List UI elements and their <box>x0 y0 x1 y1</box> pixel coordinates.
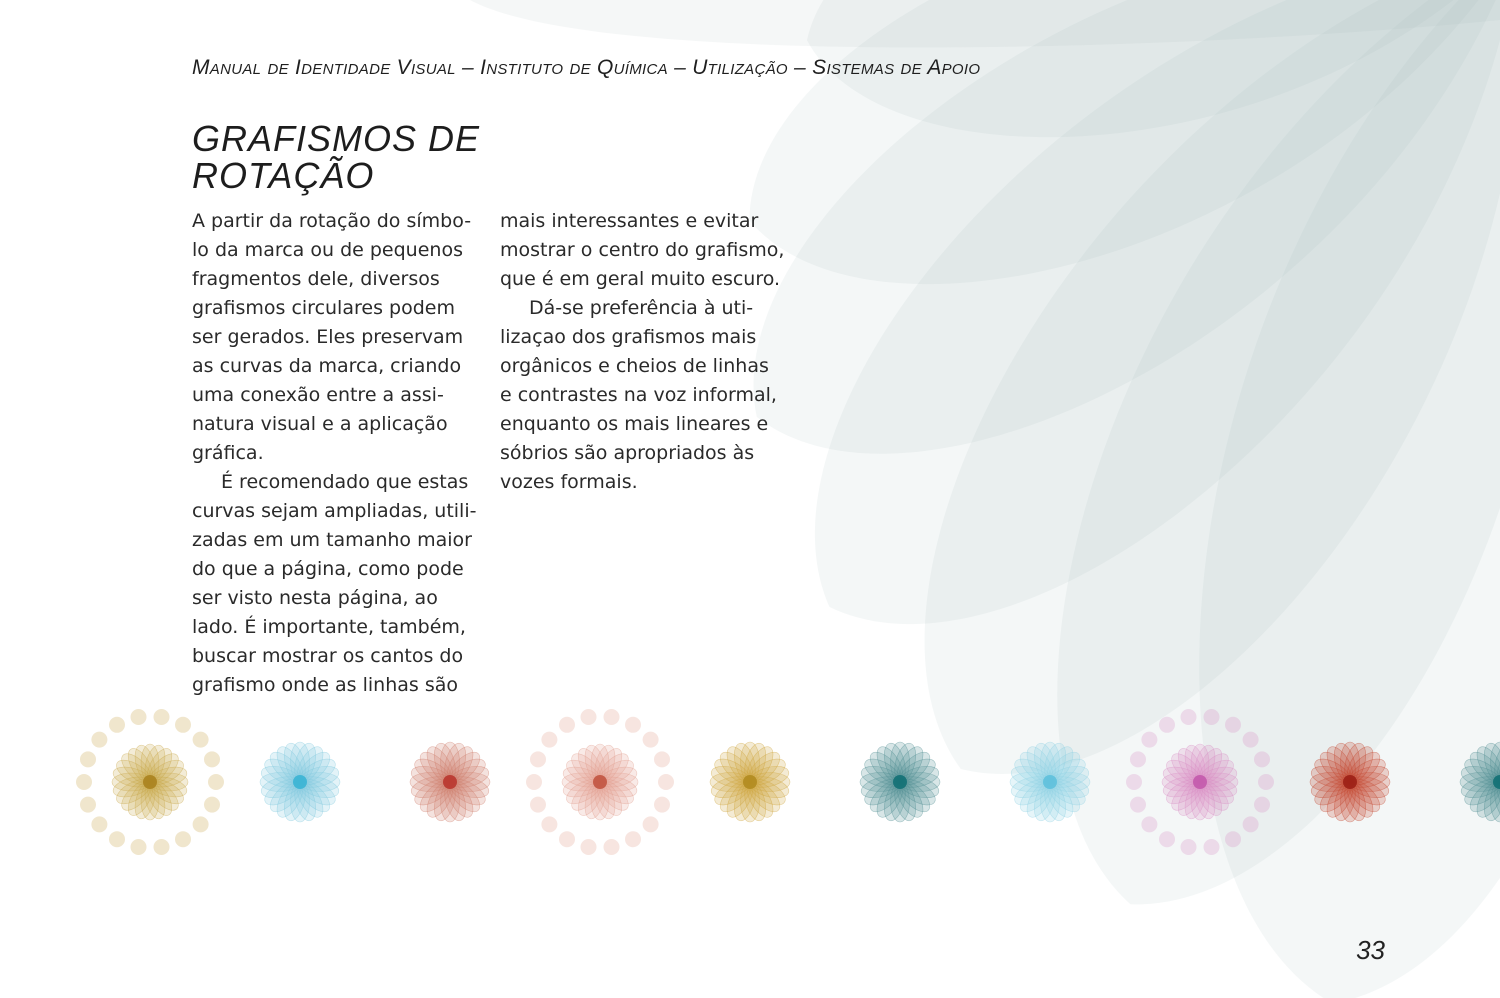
rosette-graphic <box>859 741 941 823</box>
halo-dot <box>1258 774 1274 790</box>
section-title-line: GRAFISMOS DE <box>192 118 481 159</box>
halo-dot <box>131 839 147 855</box>
halo-dot <box>643 732 659 748</box>
body-text-line: natura visual e a aplicação <box>192 413 448 435</box>
section-title-line: ROTAÇÃO <box>192 155 375 196</box>
halo-dot <box>80 797 96 813</box>
halo-dot <box>654 797 670 813</box>
section-title <box>192 120 492 194</box>
rosette-center <box>1193 775 1207 789</box>
halo-dot <box>541 732 557 748</box>
body-text-line: lo da marca ou de pequenos <box>192 239 463 261</box>
page-number: 33 <box>1356 935 1385 965</box>
halo-dot <box>1204 839 1220 855</box>
body-text-right-column <box>500 207 784 497</box>
halo-dot <box>204 751 220 767</box>
halo-dot <box>80 751 96 767</box>
halo-dot <box>204 797 220 813</box>
rosette-graphic <box>409 741 491 823</box>
rosette-graphic <box>1309 741 1391 823</box>
body-text-line: mostrar o centro do grafismo, <box>500 239 785 261</box>
halo-dot <box>1243 816 1259 832</box>
rosette-strip <box>0 690 1500 870</box>
halo-dot <box>175 717 191 733</box>
halo-dot <box>625 717 641 733</box>
rosette-center <box>443 775 457 789</box>
rosette-center <box>293 775 307 789</box>
body-text-line: lizaçao dos grafismos mais <box>500 326 757 348</box>
body-text-line: grafismo onde as linhas são <box>192 674 458 696</box>
rosette-graphic <box>1126 709 1274 855</box>
halo-dot <box>91 816 107 832</box>
body-text-line: A partir da rotação do símbo- <box>192 210 472 232</box>
halo-dot <box>1141 732 1157 748</box>
halo-dot <box>658 774 674 790</box>
halo-dot <box>581 709 597 725</box>
body-text-line: buscar mostrar os cantos do <box>192 645 464 667</box>
body-text-line: gráfica. <box>192 442 264 464</box>
halo-dot <box>1254 797 1270 813</box>
body-text-line: ser visto nesta página, ao <box>192 587 438 609</box>
halo-dot <box>654 751 670 767</box>
body-text-line: e contrastes na voz informal, <box>500 384 777 406</box>
halo-dot <box>1159 831 1175 847</box>
body-text-line: ser gerados. Eles preservam <box>192 326 464 348</box>
halo-dot <box>76 774 92 790</box>
rosette-center <box>143 775 157 789</box>
halo-dot <box>581 839 597 855</box>
halo-dot <box>131 709 147 725</box>
halo-dot <box>154 839 170 855</box>
body-text-line: uma conexão entre a assi- <box>192 384 444 406</box>
body-text-line: fragmentos dele, diversos <box>192 268 440 290</box>
halo-dot <box>1243 732 1259 748</box>
halo-dot <box>1141 816 1157 832</box>
halo-dot <box>1159 717 1175 733</box>
body-text-line: do que a página, como pode <box>192 558 464 580</box>
halo-dot <box>541 816 557 832</box>
rosette-graphic <box>1009 741 1091 823</box>
halo-dot <box>193 732 209 748</box>
body-text-line: enquanto os mais lineares e <box>500 413 769 435</box>
halo-dot <box>1204 709 1220 725</box>
halo-dot <box>91 732 107 748</box>
body-text-line: orgânicos e cheios de linhas <box>500 355 769 377</box>
halo-dot <box>1181 709 1197 725</box>
body-text-line: mais interessantes e evitar <box>500 210 759 232</box>
halo-dot <box>604 839 620 855</box>
halo-dot <box>208 774 224 790</box>
halo-dot <box>1225 831 1241 847</box>
rosette-graphic <box>76 709 224 855</box>
running-head: Manual de Identidade Visual – Instituto de Química – Utilização – Sistemas de Apoio <box>192 56 981 79</box>
halo-dot <box>1254 751 1270 767</box>
body-text-line: Dá-se preferência à uti- <box>529 297 754 319</box>
halo-dot <box>643 816 659 832</box>
halo-dot <box>109 831 125 847</box>
halo-dot <box>530 751 546 767</box>
halo-dot <box>1181 839 1197 855</box>
rosette-center <box>593 775 607 789</box>
halo-dot <box>154 709 170 725</box>
body-text-line: grafismos circulares podem <box>192 297 455 319</box>
rosette-graphic <box>259 741 341 823</box>
body-text-line: zadas em um tamanho maior <box>192 529 472 551</box>
halo-dot <box>1126 774 1142 790</box>
body-text-line: vozes formais. <box>500 471 638 493</box>
rosette-graphic <box>1459 741 1500 823</box>
rosette-center <box>893 775 907 789</box>
body-text-line: que é em geral muito escuro. <box>500 268 781 290</box>
rosette-center <box>743 775 757 789</box>
halo-dot <box>604 709 620 725</box>
body-text-line: sóbrios são apropriados às <box>500 442 755 464</box>
halo-dot <box>530 797 546 813</box>
body-text-line: curvas sejam ampliadas, utili- <box>192 500 477 522</box>
halo-dot <box>109 717 125 733</box>
halo-dot <box>625 831 641 847</box>
rosette-graphic <box>709 741 791 823</box>
halo-dot <box>1225 717 1241 733</box>
body-text-left-column <box>192 207 476 700</box>
body-text-line: É recomendado que estas <box>221 471 469 493</box>
body-text-line: lado. É importante, também, <box>192 616 466 638</box>
halo-dot <box>175 831 191 847</box>
halo-dot <box>559 831 575 847</box>
halo-dot <box>193 816 209 832</box>
halo-dot <box>1130 751 1146 767</box>
rosette-center <box>1343 775 1357 789</box>
rosette-graphic <box>526 709 674 855</box>
rosette-center <box>1043 775 1057 789</box>
body-text-line: as curvas da marca, criando <box>192 355 462 377</box>
halo-dot <box>559 717 575 733</box>
halo-dot <box>1130 797 1146 813</box>
halo-dot <box>526 774 542 790</box>
